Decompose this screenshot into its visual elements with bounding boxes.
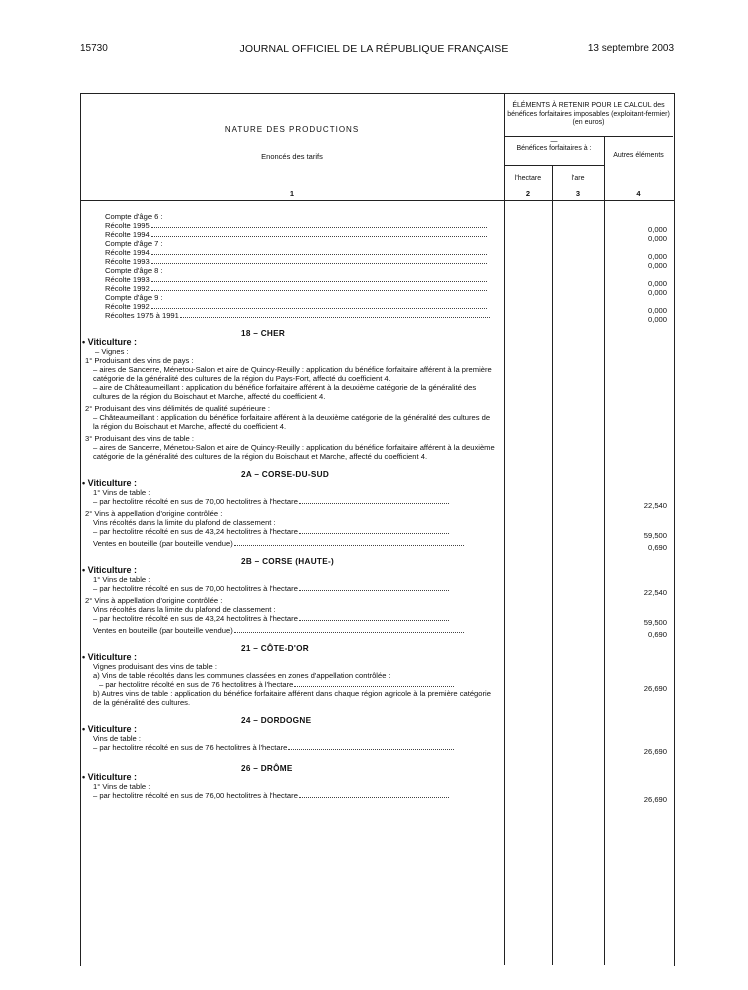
hectare-heading: l'hectare bbox=[514, 175, 542, 182]
line: 1° Produisant des vins de pays : bbox=[85, 356, 194, 365]
table-row: – par hectolitre récolté en sus de 76 hectolitres à l'hectare 26,690 bbox=[99, 680, 667, 693]
nature-heading: NATURE DES PRODUCTIONS bbox=[224, 125, 360, 134]
department-title-cote-dor: 21 – CÔTE-D'OR bbox=[241, 644, 310, 653]
department-title-dordogne: 24 – DORDOGNE bbox=[241, 716, 312, 725]
table-row: Récolte 1994 0,000 bbox=[105, 248, 667, 261]
paragraph: – Châteaumeillant : application du bénéfice forfaitaire afférent à la deuxième catégorie de la généralité des cultures de la région du Boischaut et Marche, affecté du coefficient 4. bbox=[93, 413, 491, 431]
column-number-4: 4 bbox=[636, 189, 641, 198]
table-row: Récolte 1994 0,000 bbox=[105, 230, 667, 243]
table-row: – par hectolitre récolté en sus de 76 hectolitres à l'hectare 26,690 bbox=[93, 743, 667, 756]
table-row: Compte d'âge 6 : bbox=[105, 212, 163, 221]
table-body bbox=[82, 212, 669, 804]
column-number-2: 2 bbox=[525, 189, 531, 198]
department-title-corse-du-sud: 2A – CORSE-DU-SUD bbox=[241, 470, 330, 479]
table-row: Récolte 1995 0,000 bbox=[105, 221, 667, 234]
line: Vignes produisant des vins de table : bbox=[93, 662, 217, 671]
line: Vins récoltés dans la limite du plafond de classement : bbox=[93, 605, 276, 614]
page-number: 15730 bbox=[80, 43, 108, 54]
table-row: Récolte 1992 0,000 bbox=[105, 302, 667, 315]
department-title-drome: 26 – DRÔME bbox=[241, 764, 293, 773]
paragraph: – aire de Châteaumeillant : application du bénéfice forfaitaire afférent à la deuxième catégorie de la généralité des cultures de la région du Boischaut et Marche, affecté du coefficient 4. bbox=[93, 383, 477, 401]
table-row: Compte d'âge 7 : bbox=[105, 239, 163, 248]
table-row: Récolte 1993 0,000 bbox=[105, 275, 667, 288]
table-row: – par hectolitre récolté en sus de 43,24 hectolitres à l'hectare 59,500 bbox=[93, 614, 667, 627]
table-row: – par hectolitre récolté en sus de 76,00 hectolitres à l'hectare 26,690 bbox=[93, 791, 667, 804]
line: 2° Vins à appellation d'origine contrôlée : bbox=[85, 596, 223, 605]
paragraph: – aires de Sancerre, Ménetou-Salon et aire de Quincy-Reuilly : application du bénéfice forfaitaire afférent à la deuxième catégorie de la généralité des cultures de la région du Boischaut et Marche, affecté du coefficient 4. bbox=[93, 443, 495, 461]
line: 2° Vins à appellation d'origine contrôlée : bbox=[85, 509, 223, 518]
line: 1° Vins de table : bbox=[93, 488, 151, 497]
table-row: Récoltes 1975 à 1991 0,000 bbox=[105, 311, 667, 324]
line: – Vignes : bbox=[95, 347, 129, 356]
heading-dash: — bbox=[550, 138, 558, 145]
enonces-heading: Enoncés des tarifs bbox=[261, 152, 323, 161]
table-row: Compte d'âge 9 : bbox=[105, 293, 163, 302]
department-title-corse-haute: 2B – CORSE (HAUTE-) bbox=[241, 557, 335, 566]
section-viticulture: • Viticulture : bbox=[82, 337, 137, 347]
paragraph: b) Autres vins de table : application du bénéfice forfaitaire afférent dans chaque région agricole à la première catégorie de la généralité des cultures. bbox=[93, 689, 491, 707]
table-row: Ventes en bouteille (par bouteille vendue) 0,690 bbox=[93, 539, 667, 552]
line: a) Vins de table récoltés dans les communes classées en zones d'appellation contrôlée : bbox=[93, 671, 391, 680]
table-row: Récolte 1992 0,000 bbox=[105, 284, 667, 297]
section-viticulture: • Viticulture : bbox=[82, 478, 137, 488]
table-row: Récolte 1993 0,000 bbox=[105, 257, 667, 270]
paragraph: – aires de Sancerre, Ménetou-Salon et aire de Quincy-Reuilly : application du bénéfice forfaitaire afférent à la première catégorie de la généralité des cultures de la région du Pays-Fort, affecté du coefficient 4. bbox=[93, 365, 492, 383]
header-rule-3 bbox=[80, 200, 674, 201]
line: 2° Produisant des vins délimités de qualité supérieure : bbox=[85, 404, 270, 413]
issue-date: 13 septembre 2003 bbox=[587, 43, 674, 54]
are-heading: l'are bbox=[571, 175, 585, 182]
section-viticulture: • Viticulture : bbox=[82, 652, 137, 662]
elements-heading: ÉLÉMENTS À RETENIR POUR LE CALCUL des bénéfices forfaitaires imposables (exploitant-fermier) (en euros) bbox=[507, 102, 670, 126]
journal-title: JOURNAL OFFICIEL DE LA RÉPUBLIQUE FRANÇAISE bbox=[239, 43, 509, 55]
table-row: Compte d'âge 8 : bbox=[105, 266, 163, 275]
benefices-heading: Bénéfices forfaitaires à : bbox=[516, 145, 592, 152]
table-row: Ventes en bouteille (par bouteille vendue) 0,690 bbox=[93, 626, 667, 639]
line: 3° Produisant des vins de table : bbox=[85, 434, 194, 443]
line: Vins de table : bbox=[93, 734, 141, 743]
table-row: – par hectolitre récolté en sus de 70,00 hectolitres à l'hectare 22,540 bbox=[93, 497, 667, 510]
line: 1° Vins de table : bbox=[93, 575, 151, 584]
section-viticulture: • Viticulture : bbox=[82, 772, 137, 782]
table-row: – par hectolitre récolté en sus de 43,24 hectolitres à l'hectare 59,500 bbox=[93, 527, 667, 540]
column-number-1: 1 bbox=[289, 189, 295, 198]
line: 1° Vins de table : bbox=[93, 782, 151, 791]
line: Vins récoltés dans la limite du plafond de classement : bbox=[93, 518, 276, 527]
section-viticulture: • Viticulture : bbox=[82, 724, 137, 734]
section-viticulture: • Viticulture : bbox=[82, 565, 137, 575]
autres-heading: Autres éléments bbox=[613, 152, 664, 159]
table-row: – par hectolitre récolté en sus de 70,00 hectolitres à l'hectare 22,540 bbox=[93, 584, 667, 597]
column-number-3: 3 bbox=[575, 189, 581, 198]
department-title-cher: 18 – CHER bbox=[241, 329, 286, 338]
header-rule-2 bbox=[504, 165, 604, 166]
